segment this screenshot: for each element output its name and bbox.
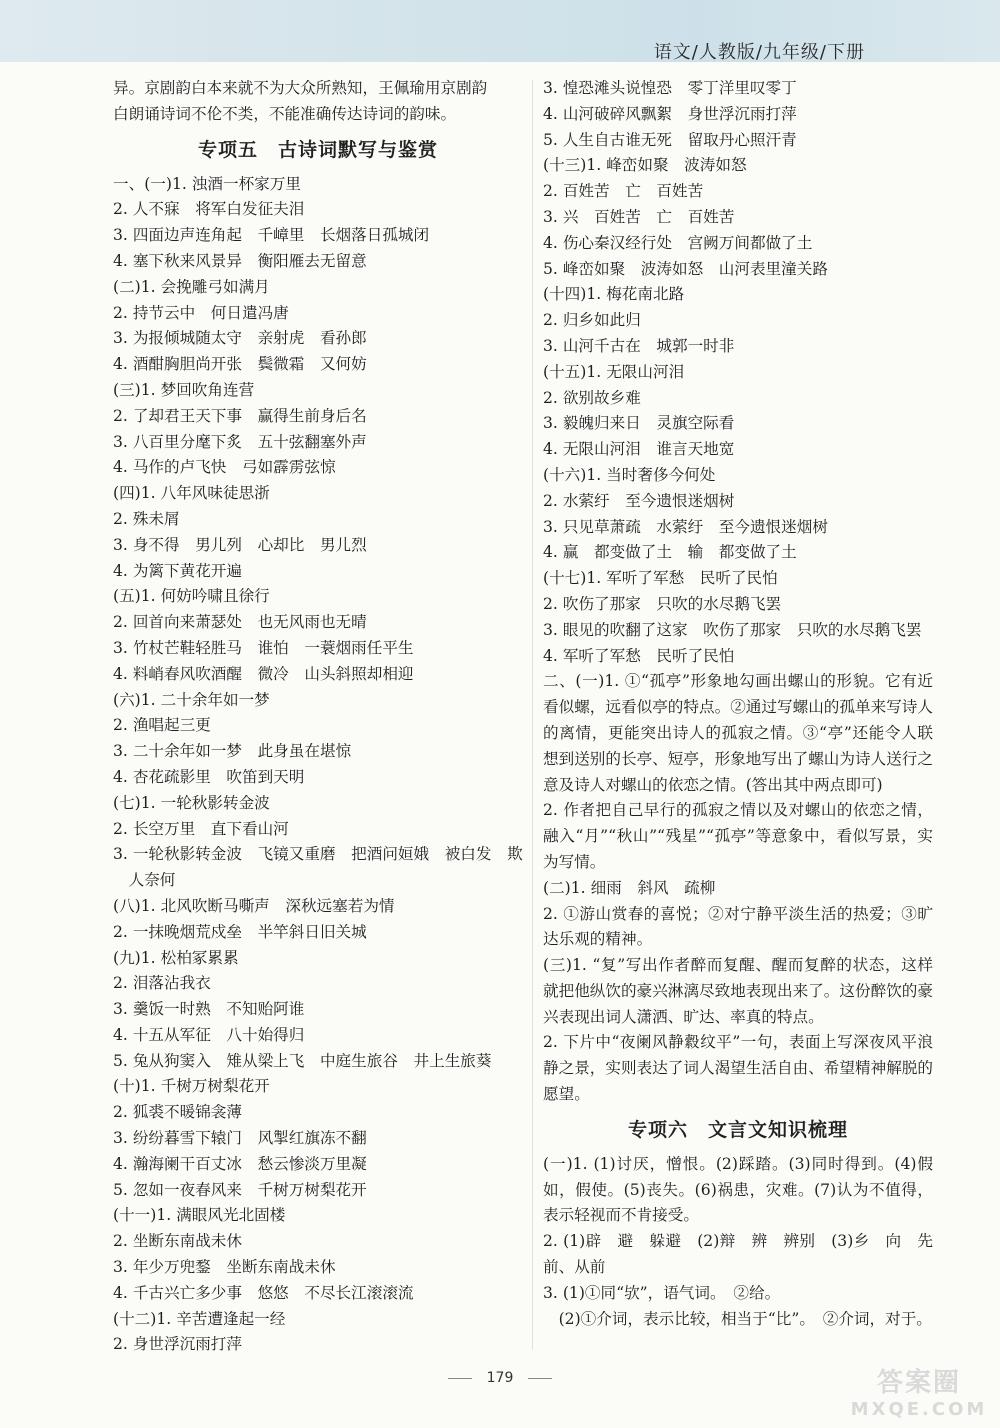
answer-line: (2)①介词，表示比较，相当于“比”。 ②介词，对于。 <box>543 1309 932 1328</box>
answer-line: 3. 羹饭一时熟 不知贻阿谁 <box>113 1000 305 1019</box>
left-answer-list <box>113 172 523 1359</box>
answer-line: (九)1. 松柏冢累累 <box>113 948 239 967</box>
answer-line: 3. 山河千古在 城郭一时非 <box>543 336 735 355</box>
answer-line: 3. 二十余年如一梦 此身虽在堪惊 <box>113 742 352 761</box>
answer-line: 2. 回首向来萧瑟处 也无风雨也无晴 <box>113 613 367 632</box>
answer-line: (六)1. 二十余年如一梦 <box>113 690 270 709</box>
answer-line: 4. 赢 都变做了土 输 都变做了土 <box>543 543 797 562</box>
answer-line: 3. 毅魄归来日 灵旗空际看 <box>543 414 735 433</box>
answer-paragraph: 2. 下片中“夜阑风静縠纹平”一句，表面上写深夜风平浪静之景，实则表达了词人渴望生活自由、希望精神解脱的愿望。 <box>543 1033 933 1104</box>
answer-line: 2. 归乡如此归 <box>543 311 641 330</box>
answer-line: (十六)1. 当时奢侈今何处 <box>543 465 716 484</box>
answer-line: 一、(一)1. 浊酒一杯家万里 <box>113 174 301 193</box>
answer-line: 4. 酒酣胸胆尚开张 鬓微霜 又何妨 <box>113 355 367 374</box>
left-column <box>113 76 523 1358</box>
answer-line: 2. 渔唱起三更 <box>113 716 211 735</box>
answer-line: (七)1. 一轮秋影转金波 <box>113 793 270 812</box>
page-number: 179 <box>486 1370 514 1386</box>
answer-line: 3. 八百里分麾下炙 五十弦翻塞外声 <box>113 432 367 451</box>
answer-paragraph: (三)1. “复”写出作者醉而复醒、醒而复醉的状态，这样就把他纵饮的豪兴淋漓尽致地表现出来了。这份醉饮的豪兴表现出词人潇洒、旷达、率真的特点。 <box>543 956 933 1026</box>
watermark-top: 答案圈 <box>876 1368 961 1398</box>
answer-line: 4. 料峭春风吹酒醒 微冷 山头斜照却相迎 <box>113 664 414 683</box>
section-heading-5: 专项五 古诗词默写与鉴赏 <box>197 138 438 161</box>
answer-line: 4. 千古兴亡多少事 悠悠 不尽长江滚滚流 <box>113 1283 414 1302</box>
answer-line: 3. 惶恐滩头说惶恐 零丁洋里叹零丁 <box>543 79 797 97</box>
answer-line: (四)1. 八年风味徒思浙 <box>113 484 270 503</box>
right-column <box>543 76 933 1332</box>
footer-dash-right <box>528 1378 552 1379</box>
answer-line: 4. 十五从军征 八十始得归 <box>113 1025 305 1044</box>
right-answer-list <box>543 76 933 669</box>
answer-line: (二)1. 会挽雕弓如满月 <box>113 277 270 296</box>
answer-line: 2. 人不寐 将军白发征夫泪 <box>113 200 305 219</box>
answer-line: (十)1. 千树万树梨花开 <box>113 1077 270 1096</box>
answer-line: 3. 身不得 男儿列 心却比 男儿烈 <box>113 535 367 554</box>
answer-line: 3. 四面边声连角起 千嶂里 长烟落日孤城闭 <box>113 226 430 245</box>
answer-line: 人奈何 <box>113 871 176 890</box>
answer-line: 2. 百姓苦 亡 百姓苦 <box>543 182 704 201</box>
answer-line: 3. (1)①同“欤”，语气词。 ②给。 <box>543 1283 781 1302</box>
answer-line: 5. 兔从狗窦入 雉从梁上飞 中庭生旅谷 井上生旅葵 <box>113 1051 492 1070</box>
answer-paragraph: 二、(一)1. ①“孤亭”形象地勾画出螺山的形貌。它有近看似螺，远看似亭的特点。②通过写螺山的孤单来写诗人的离情，更能突出诗人的孤寂之情。③“亭”还能令人联想到送别的长亭、短亭，形象地写出了螺山为诗人送行之意及诗人对螺山的依恋之情。(答出其中两点即可) <box>543 672 933 794</box>
answer-line: 4. 瀚海阑干百丈冰 愁云惨淡万里凝 <box>113 1154 367 1173</box>
answer-line: (五)1. 何妨吟啸且徐行 <box>113 587 270 606</box>
intro-line: 异。京剧韵白本来就不为大众所熟知，王佩瑜用京剧韵 <box>113 79 488 97</box>
answer-paragraph: 2. ①游山赏春的喜悦；②对宁静平淡生活的热爱；③旷达乐观的精神。 <box>543 904 933 949</box>
answer-line: (十一)1. 满眼风光北固楼 <box>113 1206 286 1225</box>
answer-line: (二)1. 细雨 斜风 疏柳 <box>543 878 716 897</box>
answer-paragraph: (一)1. (1)讨厌，憎恨。(2)踩踏。(3)同时得到。(4)假如，假使。(5)丧失。(6)祸患，灾难。(7)认为不值得，表示轻视而不肯接受。 <box>543 1154 933 1225</box>
answer-line: 5. 忽如一夜春风来 千树万树梨花开 <box>113 1180 367 1199</box>
answer-line: 4. 马作的卢飞快 弓如霹雳弦惊 <box>113 458 336 477</box>
answer-line: 2. 狐裘不暖锦衾薄 <box>113 1103 242 1122</box>
answer-line: 2. 殊未屑 <box>113 509 180 528</box>
answer-line: 5. 峰峦如聚 波涛如怒 山河表里潼关路 <box>543 259 828 278</box>
header-title: 语文/人教版/九年级/下册 <box>653 42 865 63</box>
answer-line: (十五)1. 无限山河泪 <box>543 362 685 381</box>
answer-line: 3. 竹杖芒鞋轻胜马 谁怕 一蓑烟雨任平生 <box>113 638 414 657</box>
answer-line: 3. 为报倾城随太守 亲射虎 看孙郎 <box>113 329 367 348</box>
answer-line: 3. 眼见的吹翻了这家 吹伤了那家 只吹的水尽鹅飞罢 <box>543 620 922 639</box>
answer-line: (三)1. 梦回吹角连营 <box>113 380 255 399</box>
answer-line: 3. 兴 百姓苦 亡 百姓苦 <box>543 207 735 226</box>
answer-line: 3. 纷纷暮雪下辕门 风掣红旗冻不翻 <box>113 1129 367 1148</box>
watermark-logo <box>844 1362 994 1422</box>
answer-line: 4. 伤心秦汉经行处 宫阙万间都做了土 <box>543 233 813 252</box>
answer-line: 3. 一轮秋影转金波 飞镜又重磨 把酒问姮娥 被白发 欺 <box>113 845 523 864</box>
section-heading-6: 专项六 文言文知识梳理 <box>627 1118 848 1141</box>
answer-line: (八)1. 北风吹断马嘶声 深秋远塞若为情 <box>113 896 395 915</box>
answer-line: 2. 了却君王天下事 赢得生前身后名 <box>113 406 367 425</box>
answer-line: 2. 吹伤了那家 只吹的水尽鹅飞罢 <box>543 594 782 613</box>
answer-line: (十七)1. 军听了军愁 民听了民怕 <box>543 569 778 588</box>
answer-line: 2. 坐断东南战未休 <box>113 1232 242 1251</box>
footer-dash-left <box>448 1378 472 1379</box>
answer-line: 4. 军听了军愁 民听了民怕 <box>543 646 735 665</box>
column-divider <box>532 80 533 1350</box>
answer-paragraph: 2. (1)辟 避 躲避 (2)辩 辨 辨别 (3)乡 向 先前、从前 <box>543 1232 933 1277</box>
answer-line: 4. 塞下秋来风景异 衡阳雁去无留意 <box>113 251 367 270</box>
answer-line: 2. 泪落沾我衣 <box>113 974 211 993</box>
answer-paragraph: 2. 作者把自己早行的孤寂之情以及对螺山的依恋之情，融入“月”“秋山”“残星”“孤亭”等意象中，看似写景，实为写情。 <box>543 801 933 871</box>
answer-line: 3. 只见草萧疏 水萦纡 至今遗恨迷烟树 <box>543 517 828 536</box>
answer-line: (十四)1. 梅花南北路 <box>543 285 685 304</box>
answer-line: 5. 人生自古谁无死 留取丹心照汗青 <box>543 130 797 149</box>
answer-line: 2. 欲别故乡难 <box>543 388 641 407</box>
intro-line: 白朗诵诗词不伦不类，不能准确传达诗词的韵味。 <box>113 104 457 123</box>
intro-paragraph <box>113 76 523 128</box>
answer-line: 2. 身世浮沉雨打萍 <box>113 1335 242 1354</box>
answer-line: 2. 一抹晚烟荒戍垒 半竿斜日旧关城 <box>113 922 367 941</box>
answer-line: 2. 持节云中 何日遣冯唐 <box>113 303 289 322</box>
answer-line: (十二)1. 辛苦遭逢起一经 <box>113 1309 286 1328</box>
answer-line: 4. 山河破碎风飘絮 身世浮沉雨打萍 <box>543 104 797 123</box>
answer-line: 4. 为篱下黄花开遍 <box>113 561 242 580</box>
answer-line: (十三)1. 峰峦如聚 波涛如怒 <box>543 156 747 175</box>
answer-line: 4. 无限山河泪 谁言天地宽 <box>543 440 735 459</box>
answer-line: 2. 水萦纡 至今遗恨迷烟树 <box>543 491 735 510</box>
answer-line: 4. 杏花疏影里 吹笛到天明 <box>113 767 305 786</box>
answer-line: 3. 年少万兜鍪 坐断东南战未休 <box>113 1258 336 1277</box>
watermark-bottom: MXQE.COM <box>850 1399 988 1420</box>
answer-line: 2. 长空万里 直下看山河 <box>113 819 289 838</box>
